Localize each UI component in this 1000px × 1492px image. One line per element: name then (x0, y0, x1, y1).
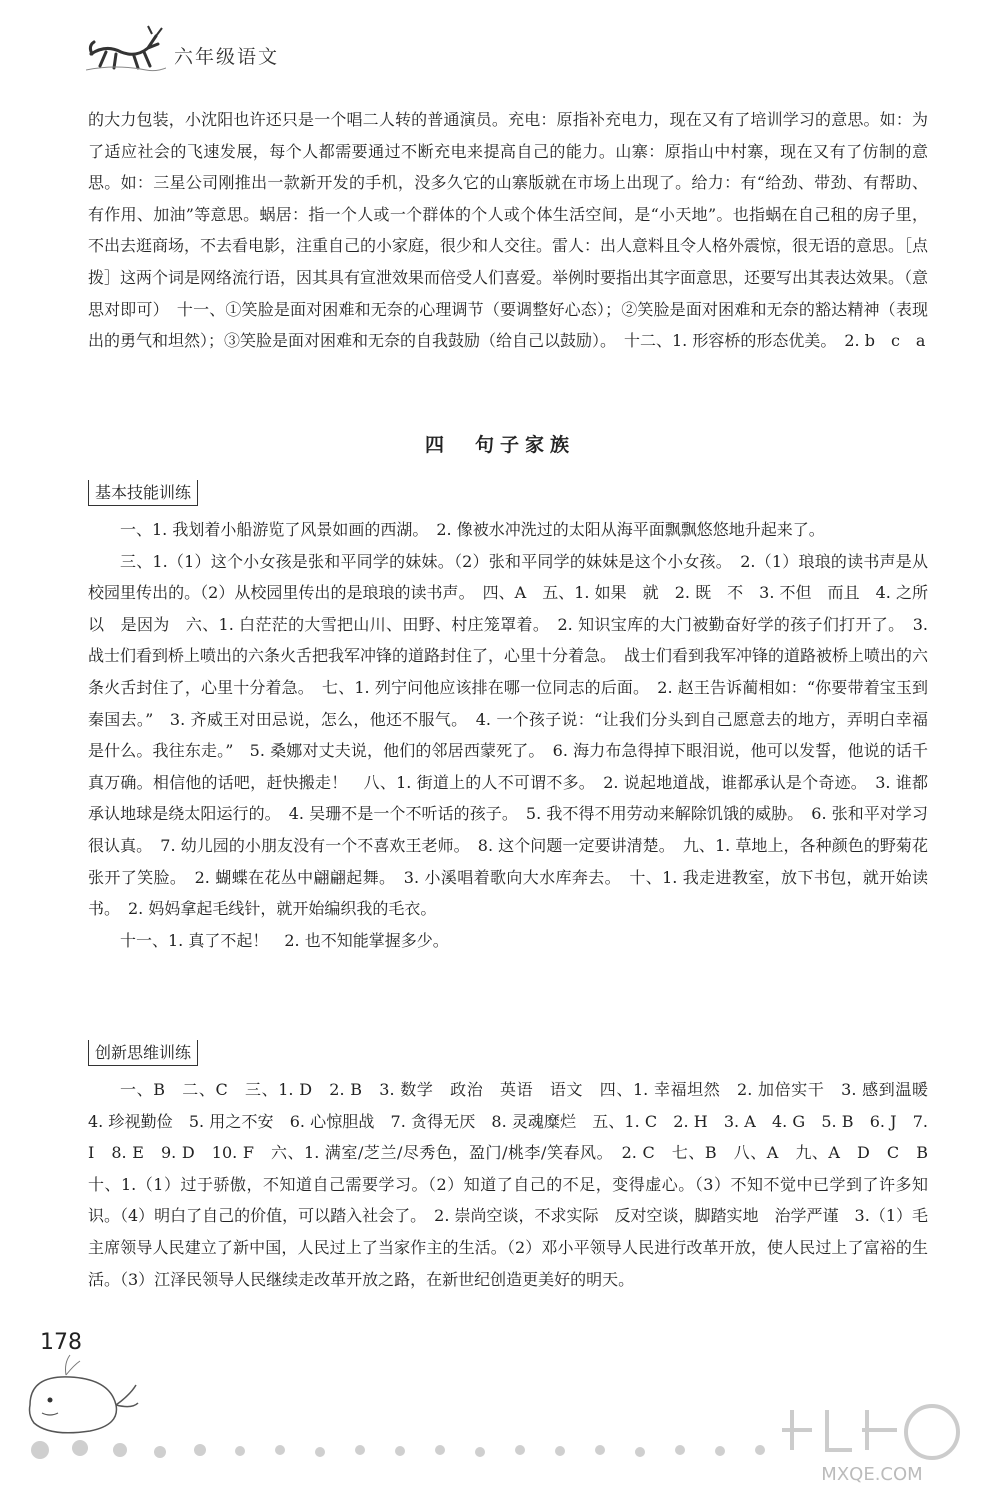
creative-thinking-label: 创新思维训练 (88, 1040, 198, 1066)
page-number: 178 (40, 1330, 82, 1355)
creative-thinking-block (88, 1074, 945, 1295)
section-title: 四 句子家族 (424, 434, 575, 456)
running-header (78, 18, 398, 78)
basic-skills-block (88, 514, 928, 956)
creative-paragraph: 一、B 二、C 三、1. D 2. B 3. 数学 政治 英语 语文 四、1. 幸福坦然 2. 加倍实干 3. 感到温暖 4. 珍视勤俭 5. 用之不安 6. 心惊胆战 7. 贪得无厌 8. 灵魂糜烂 五、1. C 2. H 3. A 4. G 5. B 6. J 7. I 8. E 9. D 10. F 六、1. 满室/芝兰/尽秀色，盈门/桃李/笑春风。 2. C 七、B 八、A 九、A D C B 十、1.（1）过于骄傲，不知道自己需要学习。（2）知道了自己的不足，变得虚心。（3）不知不觉中已学到了许多知识。（4）明白了自己的价值，可以踏入社会了。 2. 崇尚空谈，不求实际 反对空谈，脚踏实地 治学严谨 3.（1）毛主席领导人民建立了新中国，人民过上了当家作主的生活。（2）邓小平领导人民进行改革开放，使人民过上了富裕的生活。（3）江泽民领导人民继续走改革开放之路，在新世纪创造更美好的明天。 (88, 1080, 945, 1289)
basic-paragraph-2: 三、1.（1）这个小女孩是张和平同学的妹妹。（2）张和平同学的妹妹是这个小女孩。 2.（1）琅琅的读书声是从校园里传出的。（2）从校园里传出的是琅琅的读书声。 四、A 五、1. 如果 就 2. 既 不 3. 不但 而且 4. 之所以 是因为 六、1. 白茫茫的大雪把山川、田野、村庄笼罩着。 2. 知识宝库的大门被勤奋好学的孩子们打开了。 3. 战士们看到桥上喷出的六条火舌把我军冲锋的道路封住了，心里十分着急。 战士们看到我军冲锋的道路被桥上喷出的六条火舌封住了，心里十分着急。 七、1. 列宁问他应该排在哪一位同志的后面。 2. 赵王告诉蔺相如：“你要带着宝玉到秦国去。” 3. 齐威王对田忌说，怎么，他还不服气。 4. 一个孩子说：“让我们分头到自己愿意去的地方，弄明白幸福是什么。我往东走。” 5. 桑娜对丈夫说，他们的邻居西蒙死了。 6. 海力布急得掉下眼泪说，他可以发誓，他说的话千真万确。相信他的话吧，赶快搬走！ 八、1. 街道上的人不可谓不多。 2. 说起地道战，谁都承认是个奇迹。 3. 谁都承认地球是绕太阳运行的。 4. 吴珊不是一个不听话的孩子。 5. 我不得不用劳动来解除饥饿的威胁。 6. 张和平对学习很认真。 7. 幼儿园的小朋友没有一个不喜欢王老师。 8. 这个问题一定要讲清楚。 九、1. 草地上，各种颜色的野菊花张开了笑脸。 2. 蝴蝶在花丛中翩翩起舞。 3. 小溪唱着歌向大水库奔去。 十、1. 我走进教室，放下书包，就开始读书。 2. 妈妈拿起毛线针，就开始编织我的毛衣。 (88, 551, 929, 919)
basic-paragraph-3: 十一、1. 真了不起！ 2. 也不知能掌握多少。 (120, 930, 449, 950)
watermark-text: MXQE.COM (821, 1464, 923, 1485)
deer-icon (86, 24, 166, 74)
basic-skills-label: 基本技能训练 (88, 480, 198, 506)
watermark-logo (772, 1400, 972, 1486)
section1-block (88, 104, 928, 357)
running-title: 六年级语文 (174, 46, 280, 68)
section1-paragraph: 的大力包装，小沈阳也许还只是一个唱二人转的普通演员。充电：原指补充电力，现在又有了培训学习的意思。如：为了适应社会的飞速发展，每个人都需要通过不断充电来提高自己的能力。山寨：原指山中村寨，现在又有了仿制的意思。如：三星公司刚推出一款新开发的手机，没多久它的山寨版就在市场上出现了。给力：有“给劲、带劲、有帮助、有作用、加油”等意思。蜗居：指一个人或一个群体的个人或个体生活空间，是“小天地”。也指蜗在自己租的房子里，不出去逛商场，不去看电影，注重自己的小家庭，很少和人交往。雷人：出人意料且令人格外震惊，很无语的意思。［点拨］这两个词是网络流行语，因其具有宣泄效果而倍受人们喜爱。举例时要指出其字面意思，还要写出其表达效果。（意思对即可） 十一、①笑脸是面对困难和无奈的心理调节（要调整好心态）；②笑脸是面对困难和无奈的豁达精神（表现出的勇气和坦然）；③笑脸是面对困难和无奈的自我鼓励（给自己以鼓励）。 十二、1. 形容桥的形态优美。 2. b c a (88, 110, 929, 351)
basic-paragraph-1: 一、1. 我划着小船游览了风景如画的西湖。 2. 像被水冲洗过的太阳从海平面飘飘悠悠地升起来了。 (120, 520, 825, 539)
